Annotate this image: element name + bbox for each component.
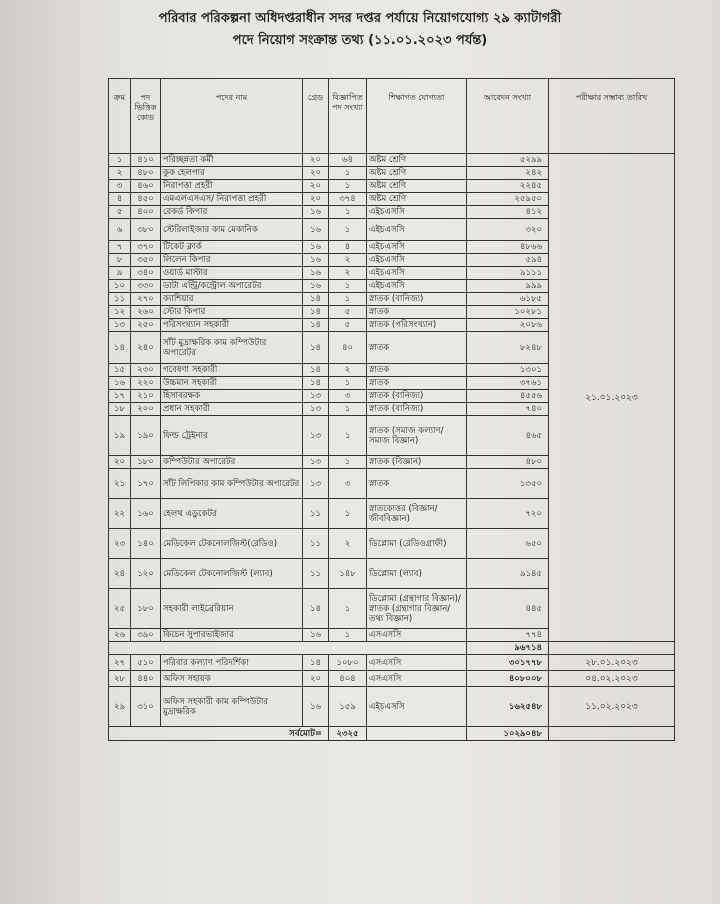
- cell-grade: ১৬: [303, 687, 329, 727]
- cell-applications: ৪১২: [467, 206, 549, 219]
- cell-applications: ৭৭৪: [467, 629, 549, 642]
- cell-serial: ২৯: [109, 687, 131, 727]
- cell-code: ৩৯০: [131, 629, 161, 642]
- cell-qualification: এসএসসি: [367, 655, 467, 671]
- cell-code: ১৬০: [131, 499, 161, 529]
- cell-code: ১৮০: [131, 456, 161, 469]
- cell-serial: ৬: [109, 219, 131, 241]
- cell-serial: ২০: [109, 456, 131, 469]
- cell-serial: ১১: [109, 293, 131, 306]
- cell-post: সহকারী লাইব্রেরিয়ান: [161, 589, 303, 629]
- cell-grade: ১১: [303, 499, 329, 529]
- cell-exam-date: ০৪.০২.২০২৩: [549, 671, 675, 687]
- cell-vacancy: ৫: [329, 306, 367, 319]
- cell-serial: ১৮: [109, 403, 131, 416]
- table-row: [109, 687, 675, 727]
- cell-grade: ১৪: [303, 319, 329, 332]
- cell-qualification: ডিপ্লোমা (রেডিওগ্রাফী): [367, 529, 467, 559]
- cell-grade: ১৩: [303, 403, 329, 416]
- cell-serial: ১২: [109, 306, 131, 319]
- cell-applications: ১০২৮১: [467, 306, 549, 319]
- cell-code: ১৮০: [131, 589, 161, 629]
- cell-code: ৩৮০: [131, 219, 161, 241]
- cell-post: অফিস সহায়ক: [161, 671, 303, 687]
- title-line-1: পরিবার পরিকল্পনা অধিদপ্তরাধীন সদর দপ্তর পর্যায়ে নিয়োগযোগ্য ২৯ ক্যাটাগরী: [158, 11, 562, 26]
- header-applications: আবেদন সংখ্যা: [467, 79, 549, 154]
- cell-code: ৪৬০: [131, 180, 161, 193]
- cell-code: ৪৪০: [131, 671, 161, 687]
- total-label: সর্বমোট=: [109, 727, 329, 741]
- cell-grade: ২০: [303, 167, 329, 180]
- cell-grade: ১৬: [303, 267, 329, 280]
- cell-grade: ১১: [303, 529, 329, 559]
- header-serial: ক্রম: [109, 79, 131, 154]
- cell-code: ২১০: [131, 390, 161, 403]
- cell-serial: ৮: [109, 254, 131, 267]
- cell-grade: ১৪: [303, 364, 329, 377]
- cell-qualification: এইচএসসি: [367, 267, 467, 280]
- cell-qualification: স্নাতক (সমাজ কল্যাণ/ সমাজ বিজ্ঞান): [367, 416, 467, 456]
- cell-post: ফিল্ড ট্রেইনার: [161, 416, 303, 456]
- cell-code: ৩৪০: [131, 267, 161, 280]
- cell-grade: ১৩: [303, 456, 329, 469]
- total-row: [109, 727, 675, 741]
- cell-code: ৩৭০: [131, 241, 161, 254]
- cell-grade: ১৪: [303, 293, 329, 306]
- cell-post: মেডিকেল টেকনোলজিস্ট (ল্যাব): [161, 559, 303, 589]
- cell-post: লিলেন কিপার: [161, 254, 303, 267]
- cell-applications: ৪৫৫৬: [467, 390, 549, 403]
- cell-serial: ২৭: [109, 655, 131, 671]
- cell-vacancy: ২: [329, 254, 367, 267]
- cell-vacancy: ৩: [329, 390, 367, 403]
- cell-code: ৩৩০: [131, 280, 161, 293]
- cell-code: ২৫০: [131, 319, 161, 332]
- cell-post: টিকেট ক্লার্ক: [161, 241, 303, 254]
- cell-applications: ৫২৯৯: [467, 154, 549, 167]
- cell-vacancy: ৩৭৪: [329, 193, 367, 206]
- cell-qualification: এইচএসসি: [367, 280, 467, 293]
- cell-serial: ৩: [109, 180, 131, 193]
- cell-vacancy: ১৪৮: [329, 559, 367, 589]
- cell-code: ২৪০: [131, 332, 161, 364]
- cell-applications: ৭৪০: [467, 403, 549, 416]
- cell-applications: ৯১১১: [467, 267, 549, 280]
- cell-applications: ৪৮০: [467, 456, 549, 469]
- header-qualification: শিক্ষাগত যোগ্যতা: [367, 79, 467, 154]
- cell-code: ৩১০: [131, 687, 161, 727]
- cell-qualification: অষ্টম শ্রেণি: [367, 180, 467, 193]
- cell-post: রেকর্ড কিপার: [161, 206, 303, 219]
- cell-vacancy: ১০৮০: [329, 655, 367, 671]
- cell-code: ১২০: [131, 559, 161, 589]
- cell-applications: ২৪২: [467, 167, 549, 180]
- cell-serial: ২৩: [109, 529, 131, 559]
- cell-applications: ৩৭৬১: [467, 377, 549, 390]
- cell-applications: ৬১৮৫: [467, 293, 549, 306]
- cell-post: মেডিকেল টেকনোলজিস্ট(রেডিও): [161, 529, 303, 559]
- cell-post: কুক হেলপার: [161, 167, 303, 180]
- cell-serial: ৯: [109, 267, 131, 280]
- cell-qualification: স্নাতক (বানিজ্য): [367, 403, 467, 416]
- cell-qualification: এইচএসসি: [367, 687, 467, 727]
- total-applications: ১০২৯০৪৮: [467, 727, 549, 741]
- cell-applications: ৪৬৫: [467, 416, 549, 456]
- cell-qualification: স্নাতক: [367, 377, 467, 390]
- cell-qualification: স্নাতক: [367, 469, 467, 499]
- cell-vacancy: ১: [329, 293, 367, 306]
- total-vacancy: ২৩২৫: [329, 727, 367, 741]
- cell-grade: ১৪: [303, 655, 329, 671]
- cell-vacancy: ৬৪: [329, 154, 367, 167]
- cell-vacancy: ১: [329, 377, 367, 390]
- cell-vacancy: ৫: [329, 319, 367, 332]
- cell-vacancy: ২: [329, 267, 367, 280]
- cell-vacancy: ১: [329, 456, 367, 469]
- cell-applications: ৯১৪৫: [467, 559, 549, 589]
- cell-serial: ৫: [109, 206, 131, 219]
- cell-vacancy: ১: [329, 589, 367, 629]
- cell-post: কিচেন সুপারভাইজার: [161, 629, 303, 642]
- header-post: পদের নাম: [161, 79, 303, 154]
- cell-vacancy: ১: [329, 499, 367, 529]
- total-empty-date: [549, 727, 675, 741]
- cell-applications: ২৫৯৫০: [467, 193, 549, 206]
- cell-applications: ৫৯৪: [467, 254, 549, 267]
- cell-serial: ২৮: [109, 671, 131, 687]
- cell-vacancy: ২: [329, 364, 367, 377]
- cell-applications: ৩০১৭৭৮: [467, 655, 549, 671]
- cell-qualification: স্নাতক: [367, 364, 467, 377]
- cell-qualification: স্নাতক (বিজ্ঞান): [367, 456, 467, 469]
- cell-post: হেলথ এডুকেটর: [161, 499, 303, 529]
- header-grade: গ্রেড: [303, 79, 329, 154]
- cell-vacancy: ১: [329, 403, 367, 416]
- cell-applications: ৪৮৬৬: [467, 241, 549, 254]
- cell-vacancy: ৩: [329, 469, 367, 499]
- cell-serial: ২৫: [109, 589, 131, 629]
- cell-code: ৪৫০: [131, 193, 161, 206]
- cell-post: পরিচ্ছন্নতা কর্মী: [161, 154, 303, 167]
- cell-code: ১৪০: [131, 529, 161, 559]
- cell-serial: ২১: [109, 469, 131, 499]
- cell-code: ২৬০: [131, 306, 161, 319]
- cell-serial: ১৬: [109, 377, 131, 390]
- cell-serial: ১৭: [109, 390, 131, 403]
- cell-vacancy: ১: [329, 219, 367, 241]
- header-vacancy: বিজ্ঞাপিত পদ সংখ্যা: [329, 79, 367, 154]
- cell-grade: ১৬: [303, 206, 329, 219]
- cell-grade: ২০: [303, 180, 329, 193]
- cell-grade: ১৪: [303, 589, 329, 629]
- cell-applications: ১৬২৫৪৮: [467, 687, 549, 727]
- cell-vacancy: ১৫৯: [329, 687, 367, 727]
- cell-code: ৪১০: [131, 154, 161, 167]
- cell-grade: ১৬: [303, 254, 329, 267]
- cell-applications: ৯৯৯: [467, 280, 549, 293]
- cell-exam-date: ২৮.০১.২০২৩: [549, 655, 675, 671]
- cell-applications: ১৩৫০: [467, 469, 549, 499]
- cell-applications: ৪০৮০০৮: [467, 671, 549, 687]
- cell-grade: ২০: [303, 193, 329, 206]
- cell-post: পরিসংখ্যান সহকারী: [161, 319, 303, 332]
- cell-serial: ২২: [109, 499, 131, 529]
- cell-serial: ১: [109, 154, 131, 167]
- cell-serial: ২৬: [109, 629, 131, 642]
- cell-qualification: অষ্টম শ্রেণি: [367, 193, 467, 206]
- cell-serial: ৪: [109, 193, 131, 206]
- cell-applications: ৩২০: [467, 219, 549, 241]
- cell-applications: ৪৪৫: [467, 589, 549, 629]
- subtotal-row: [109, 642, 675, 655]
- cell-post: স্টোর কিপার: [161, 306, 303, 319]
- cell-grade: ১৬: [303, 241, 329, 254]
- cell-code: ৪০০: [131, 206, 161, 219]
- cell-vacancy: ১: [329, 416, 367, 456]
- cell-code: ৪৮০: [131, 167, 161, 180]
- cell-qualification: স্নাতক (পরিসংখ্যান): [367, 319, 467, 332]
- cell-serial: ১৫: [109, 364, 131, 377]
- table-row: [109, 655, 675, 671]
- recruitment-table: [108, 78, 675, 741]
- cell-qualification: স্নাতক: [367, 306, 467, 319]
- document-title: [40, 8, 680, 52]
- cell-serial: ২৪: [109, 559, 131, 589]
- table-row: [109, 154, 675, 167]
- cell-post: কম্পিউটার অপারেটর: [161, 456, 303, 469]
- cell-code: ২০০: [131, 403, 161, 416]
- header-row: [109, 79, 675, 154]
- cell-serial: ২: [109, 167, 131, 180]
- cell-applications: ৬৫০: [467, 529, 549, 559]
- cell-post: সাঁট মুদ্রাক্ষরিক কাম কম্পিউটার অপারেটর: [161, 332, 303, 364]
- cell-vacancy: ৪০: [329, 332, 367, 364]
- cell-vacancy: ২: [329, 529, 367, 559]
- total-empty: [367, 727, 467, 741]
- cell-exam-date-group: ২১.০১.২০২৩: [549, 154, 675, 642]
- header-exam-date: পরীক্ষার সম্ভাব্য তারিখ: [549, 79, 675, 154]
- cell-qualification: অষ্টম শ্রেণি: [367, 154, 467, 167]
- cell-code: ৫১০: [131, 655, 161, 671]
- cell-serial: ১৯: [109, 416, 131, 456]
- cell-qualification: এসএসসি: [367, 629, 467, 642]
- cell-applications: ২২৪৫: [467, 180, 549, 193]
- cell-exam-date: ১১.০২.২০২৩: [549, 687, 675, 727]
- cell-grade: ২০: [303, 154, 329, 167]
- subtotal-empty: [549, 642, 675, 655]
- title-line-2: পদে নিয়োগ সংক্রান্ত তথ্য (১১.০১.২০২৩ পর্যন্ত): [232, 33, 488, 48]
- cell-grade: ১৩: [303, 469, 329, 499]
- cell-post: হিসাবরক্ষক: [161, 390, 303, 403]
- cell-qualification: এইচএসসি: [367, 254, 467, 267]
- cell-post: পরিবার কল্যাণ পরিদর্শিকা: [161, 655, 303, 671]
- cell-qualification: স্নাতক: [367, 332, 467, 364]
- cell-applications: ২০৮৬: [467, 319, 549, 332]
- cell-grade: ১৩: [303, 416, 329, 456]
- subtotal-blank: [109, 642, 467, 655]
- cell-qualification: এইচএসসি: [367, 206, 467, 219]
- cell-qualification: স্নাতক (বানিজ্য): [367, 293, 467, 306]
- cell-post: উচ্চমান সহকারী: [161, 377, 303, 390]
- table-row: [109, 671, 675, 687]
- cell-applications: ৮২৪৮: [467, 332, 549, 364]
- cell-serial: ৭: [109, 241, 131, 254]
- cell-grade: ১৪: [303, 332, 329, 364]
- cell-grade: ১৪: [303, 377, 329, 390]
- cell-grade: ১৩: [303, 390, 329, 403]
- cell-vacancy: ৪০৪: [329, 671, 367, 687]
- cell-serial: ১৩: [109, 319, 131, 332]
- subtotal-applications: ৯৬৭১৪: [467, 642, 549, 655]
- cell-post: ক্যাশিয়ার: [161, 293, 303, 306]
- cell-post: গবেষণা সহকারী: [161, 364, 303, 377]
- cell-post: অফিস সহকারী কাম কম্পিউটার মুদ্রাক্ষরিক: [161, 687, 303, 727]
- cell-qualification: এইচএসসি: [367, 219, 467, 241]
- cell-code: ২৩০: [131, 364, 161, 377]
- cell-vacancy: ১: [329, 280, 367, 293]
- cell-grade: ১১: [303, 559, 329, 589]
- cell-grade: ১৬: [303, 629, 329, 642]
- cell-qualification: অষ্টম শ্রেণি: [367, 167, 467, 180]
- cell-qualification: স্নাতক (বানিজ্য): [367, 390, 467, 403]
- cell-post: স্টেরিলাইজার কাম মেকানিক: [161, 219, 303, 241]
- cell-post: ওয়ার্ড মাস্টার: [161, 267, 303, 280]
- cell-vacancy: ১: [329, 206, 367, 219]
- cell-qualification: স্নাতকোত্তর (বিজ্ঞান/ জীববিজ্ঞান): [367, 499, 467, 529]
- cell-post: ডাটা এন্ট্রি/কন্ট্রোল অপারেটর: [161, 280, 303, 293]
- cell-qualification: ডিপ্লোমা (গ্রন্থাগার বিজ্ঞান)/ স্নাতক (গ্রন্থাগার বিজ্ঞান/তথ্য বিজ্ঞান): [367, 589, 467, 629]
- cell-code: ১৭০: [131, 469, 161, 499]
- cell-post: সাঁট লিপিকার কাম কম্পিউটার অপারেটর: [161, 469, 303, 499]
- cell-code: ৩৫০: [131, 254, 161, 267]
- cell-code: ২২০: [131, 377, 161, 390]
- cell-serial: ১৪: [109, 332, 131, 364]
- cell-code: ২৭০: [131, 293, 161, 306]
- header-code: পদ ভিত্তিক কোড: [131, 79, 161, 154]
- cell-vacancy: ১: [329, 167, 367, 180]
- cell-qualification: এসএসসি: [367, 671, 467, 687]
- cell-post: নিরাপত্তা প্রহরী: [161, 180, 303, 193]
- cell-applications: ৭২০: [467, 499, 549, 529]
- cell-code: ১৯০: [131, 416, 161, 456]
- cell-serial: ১০: [109, 280, 131, 293]
- cell-post: এমএলএসএস/ নিরাপত্তা প্রহরী: [161, 193, 303, 206]
- cell-applications: ১৩০১: [467, 364, 549, 377]
- cell-grade: ২০: [303, 671, 329, 687]
- cell-qualification: ডিপ্লোমা (ল্যাব): [367, 559, 467, 589]
- cell-qualification: এইচএসসি: [367, 241, 467, 254]
- cell-vacancy: ১: [329, 180, 367, 193]
- cell-grade: ১৪: [303, 306, 329, 319]
- cell-vacancy: ৪: [329, 241, 367, 254]
- cell-grade: ১৬: [303, 219, 329, 241]
- cell-grade: ১৬: [303, 280, 329, 293]
- cell-post: প্রধান সহকারী: [161, 403, 303, 416]
- cell-vacancy: ১: [329, 629, 367, 642]
